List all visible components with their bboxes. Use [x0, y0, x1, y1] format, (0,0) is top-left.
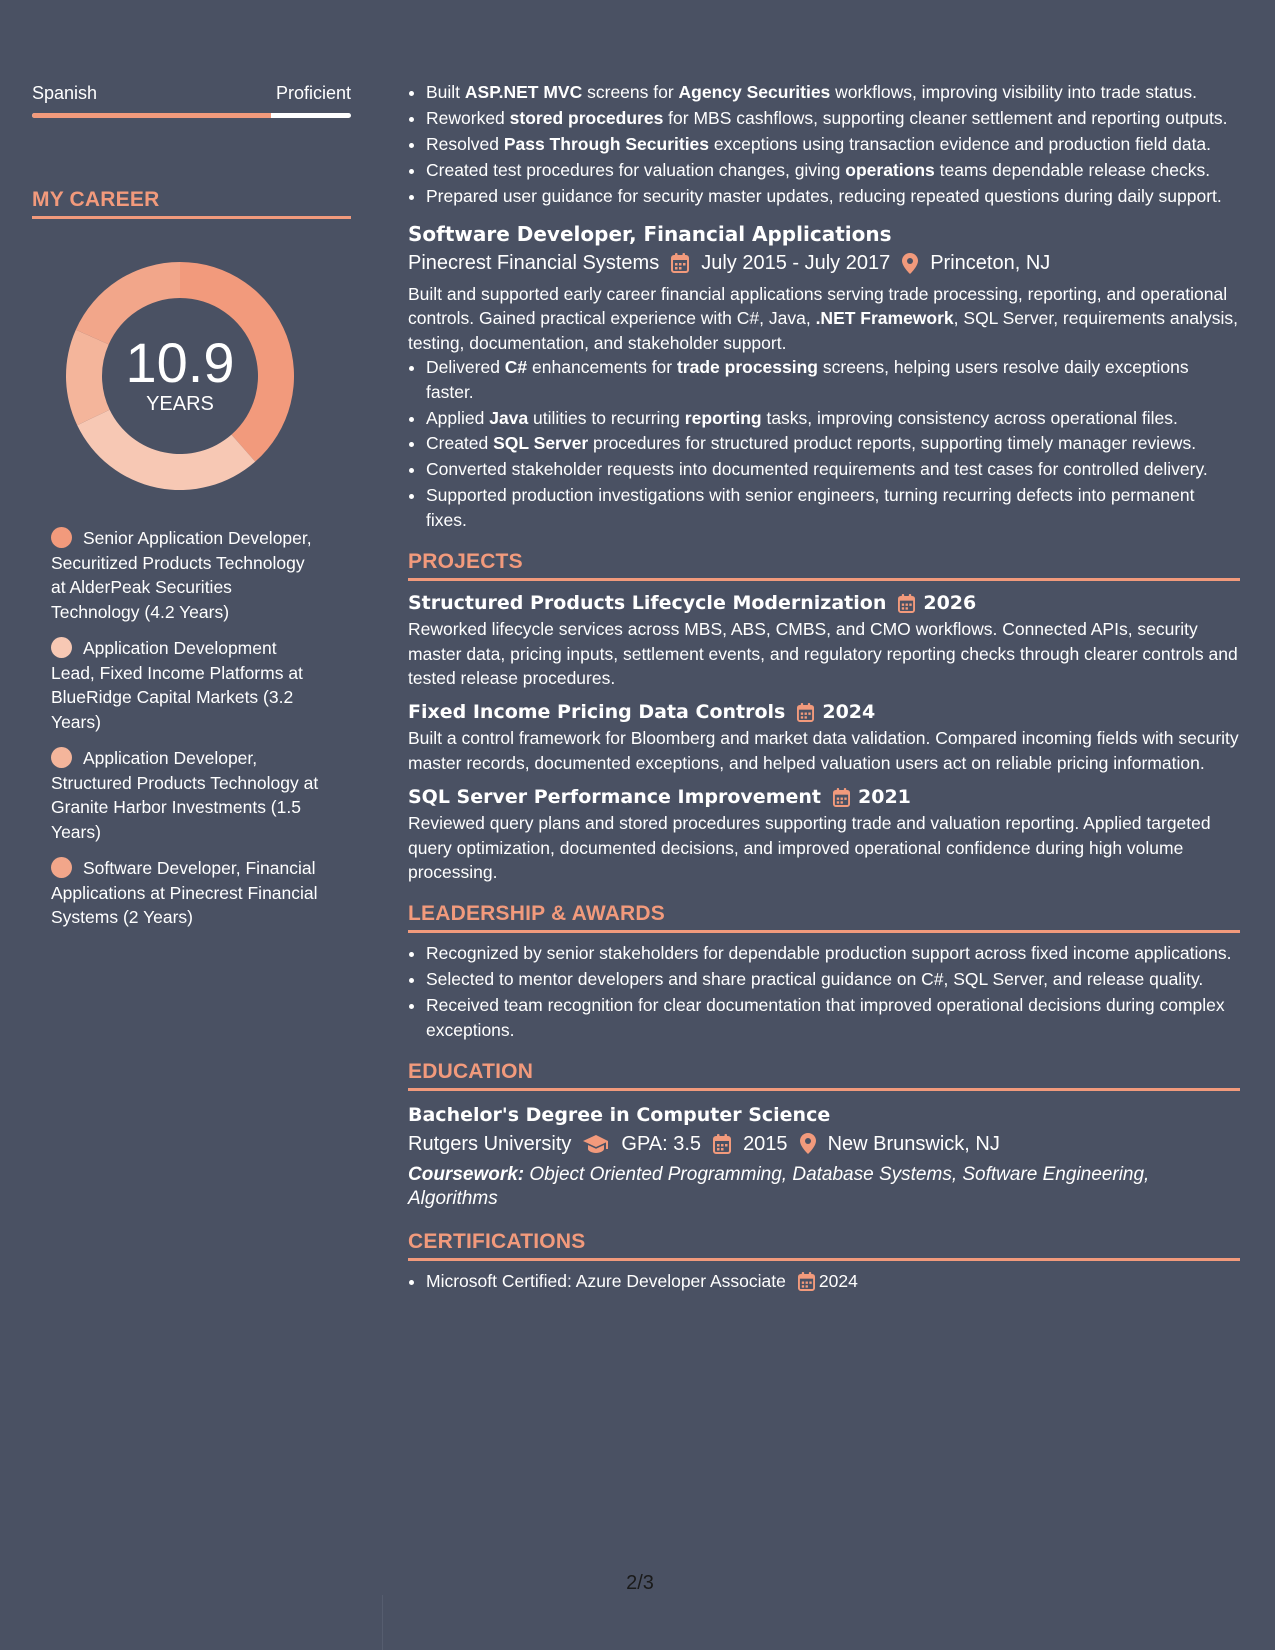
text: Reworked	[426, 107, 510, 128]
education-location: New Brunswick, NJ	[827, 1132, 1000, 1155]
bold-text: reporting	[684, 407, 762, 428]
text: tasks, improving consistency across operational files.	[761, 407, 1178, 428]
projects-section-title: PROJECTS	[408, 550, 1240, 581]
certification-row	[426, 1269, 1240, 1293]
calendar-icon	[833, 788, 850, 807]
text: Resolved	[426, 133, 504, 154]
list-item	[426, 132, 1240, 156]
certification-item	[426, 1269, 1240, 1293]
text: , SQL Server, requirements analysis, testing, documentation, and stakeholder support.	[408, 308, 1239, 353]
map-pin-icon	[800, 1133, 816, 1154]
education-year: 2015	[743, 1132, 788, 1155]
job-summary	[408, 282, 1240, 355]
career-legend	[51, 526, 321, 930]
leadership-section-title: LEADERSHIP & AWARDS	[408, 902, 1240, 933]
text: for MBS cashflows, supporting cleaner settlement and reporting outputs.	[663, 107, 1228, 128]
job-bullets	[408, 355, 1240, 532]
text: enhancements for	[527, 357, 677, 378]
language-name: Spanish	[32, 83, 98, 103]
text: Converted stakeholder requests into documented requirements and test cases for controlled delivery.	[426, 459, 1208, 480]
text: Prepared user guidance for security master updates, reducing repeated questions during daily support.	[426, 185, 1222, 206]
text: workflows, improving visibility into trade status.	[830, 82, 1197, 102]
previous-job-bullets	[408, 80, 1240, 208]
job-company: Pinecrest Financial Systems	[408, 252, 660, 275]
project-description: Built a control framework for Bloomberg and market data validation. Compared incoming fields with security master records, documented exceptions, and helped valuation users act on reliable pricing information.	[408, 728, 1239, 773]
certification-name: • Microsoft Certified: Azure Developer Associate	[426, 1270, 786, 1291]
list-item: • Selected to mentor developers and share practical guidance on C#, SQL Server, and release quality.	[426, 967, 1240, 991]
list-item	[426, 406, 1240, 430]
text: Built	[426, 82, 465, 102]
certifications-section-title: CERTIFICATIONS	[408, 1230, 1240, 1261]
career-legend-label: Application Developer, Structured Products Technology at Granite Harbor Investments (1.5 Years)	[51, 748, 319, 842]
bold-text: ASP.NET MVC	[464, 82, 583, 102]
education-meta	[408, 1129, 1240, 1159]
text: screens, helping users resolve daily exceptions faster.	[426, 357, 1189, 402]
career-legend-item	[51, 636, 321, 734]
project-name: Fixed Income Pricing Data Controls	[408, 701, 786, 724]
text: utilities to recurring	[528, 407, 685, 428]
list-item	[426, 184, 1240, 208]
bold-text: C#	[504, 357, 528, 378]
project-name: Structured Products Lifecycle Modernization	[408, 592, 887, 615]
graduation-cap-icon	[583, 1135, 609, 1153]
text: Applied	[426, 407, 490, 428]
project-title-row	[408, 589, 1240, 617]
job-location: Princeton, NJ	[930, 252, 1051, 275]
bold-text: Pass Through Securities	[503, 133, 710, 154]
coursework-label: Coursework:	[408, 1163, 525, 1185]
text: Supported production investigations with senior engineers, turning recurring defects into permanent fixes.	[426, 485, 1195, 530]
education-section-title: EDUCATION	[408, 1060, 1240, 1091]
list-item	[426, 158, 1240, 182]
language-level-bar	[32, 113, 351, 118]
career-legend-label: Software Developer, Financial Applications at Pinecrest Financial Systems (2 Years)	[51, 858, 318, 927]
list-item	[426, 106, 1240, 130]
project-name: SQL Server Performance Improvement	[408, 786, 821, 809]
job-meta	[408, 248, 1240, 278]
project-year: 2024	[822, 701, 876, 724]
education-gpa: GPA: 3.5	[621, 1132, 702, 1155]
career-legend-label: Senior Application Developer, Securitized Products Technology at AlderPeak Securities Technology (4.2 Years)	[51, 528, 312, 622]
text: Created test procedures for valuation changes, giving	[426, 159, 846, 180]
bold-text: operations	[845, 159, 935, 180]
text: Created	[426, 433, 494, 454]
project-year: 2026	[923, 592, 977, 615]
leadership-list	[408, 941, 1240, 1042]
project-title-row	[408, 783, 1240, 811]
text: Built and supported early career financial applications serving trade processing, reporting, and operational controls. Gained practical experience with C#, Java,	[408, 284, 1228, 329]
list-item	[426, 355, 1240, 404]
text: procedures for structured product reports, supporting timely manager reviews.	[588, 433, 1197, 454]
legend-dot	[51, 747, 72, 768]
career-donut-chart	[66, 262, 294, 490]
career-total-unit: YEARS	[146, 393, 214, 415]
map-pin-icon	[902, 253, 918, 274]
education-coursework	[408, 1163, 1240, 1212]
calendar-icon	[671, 253, 689, 273]
education-degree: Bachelor's Degree in Computer Science	[408, 1103, 831, 1126]
list-item	[426, 457, 1240, 481]
calendar-icon	[797, 703, 814, 722]
list-item	[426, 483, 1240, 532]
career-legend-item	[51, 526, 321, 624]
certifications-list	[408, 1269, 1240, 1293]
coursework-list: Object Oriented Programming, Database Systems, Software Engineering, Algorithms	[408, 1163, 1150, 1210]
certification-year: 2024	[818, 1270, 858, 1291]
job-dates: July 2015 - July 2017	[701, 252, 891, 275]
list-item	[426, 431, 1240, 455]
job-title: Software Developer, Financial Applications	[408, 222, 892, 247]
bold-text: SQL Server	[493, 433, 589, 454]
language-level: Proficient	[275, 83, 351, 103]
sidebar	[32, 80, 351, 942]
language-level-fill	[32, 113, 271, 118]
career-legend-item	[51, 856, 321, 930]
donut-center	[66, 262, 294, 490]
career-total-years: 10.9	[125, 331, 235, 394]
bold-text: Agency Securities	[678, 82, 831, 102]
bold-text: trade processing	[676, 357, 819, 378]
project-title-row	[408, 698, 1240, 726]
list-item: • Recognized by senior stakeholders for dependable production support across fixed income applications.	[426, 941, 1240, 965]
text: exceptions using transaction evidence and production field data.	[709, 133, 1212, 154]
column-divider	[382, 1595, 383, 1650]
legend-dot	[51, 527, 72, 548]
education-school: Rutgers University	[408, 1132, 572, 1155]
legend-dot	[51, 637, 72, 658]
career-section-title: MY CAREER	[32, 188, 351, 219]
bold-text: Java	[489, 407, 529, 428]
page-number: 2/3	[626, 1572, 654, 1594]
bold-text: stored procedures	[509, 107, 664, 128]
main-column	[408, 80, 1240, 1295]
bold-text: .NET Framework	[815, 308, 954, 329]
calendar-icon	[713, 1134, 731, 1154]
projects-list	[408, 589, 1240, 884]
text: teams dependable release checks.	[934, 159, 1211, 180]
language-row	[32, 80, 351, 106]
list-item: • Received team recognition for clear documentation that improved operational decisions during complex exceptions.	[426, 993, 1240, 1042]
legend-dot	[51, 857, 72, 878]
career-legend-label: Application Development Lead, Fixed Income Platforms at BlueRidge Capital Markets (3.2 Years)	[51, 638, 303, 732]
list-item	[426, 80, 1240, 104]
text: screens for	[582, 82, 679, 102]
career-legend-item	[51, 746, 321, 844]
project-year: 2021	[858, 786, 911, 809]
calendar-icon	[898, 594, 915, 613]
text: Delivered	[426, 357, 505, 378]
calendar-icon	[798, 1272, 815, 1291]
project-description: Reviewed query plans and stored procedures supporting trade and valuation reporting. Applied targeted query optimization, documented decisions, and improved operational confidence during high volume processing.	[408, 813, 1211, 882]
project-description: Reworked lifecycle services across MBS, ABS, CMBS, and CMO workflows. Connected APIs, security master data, pricing inputs, settlement events, and regulatory reporting checks through clearer controls and tested release procedures.	[408, 619, 1238, 688]
